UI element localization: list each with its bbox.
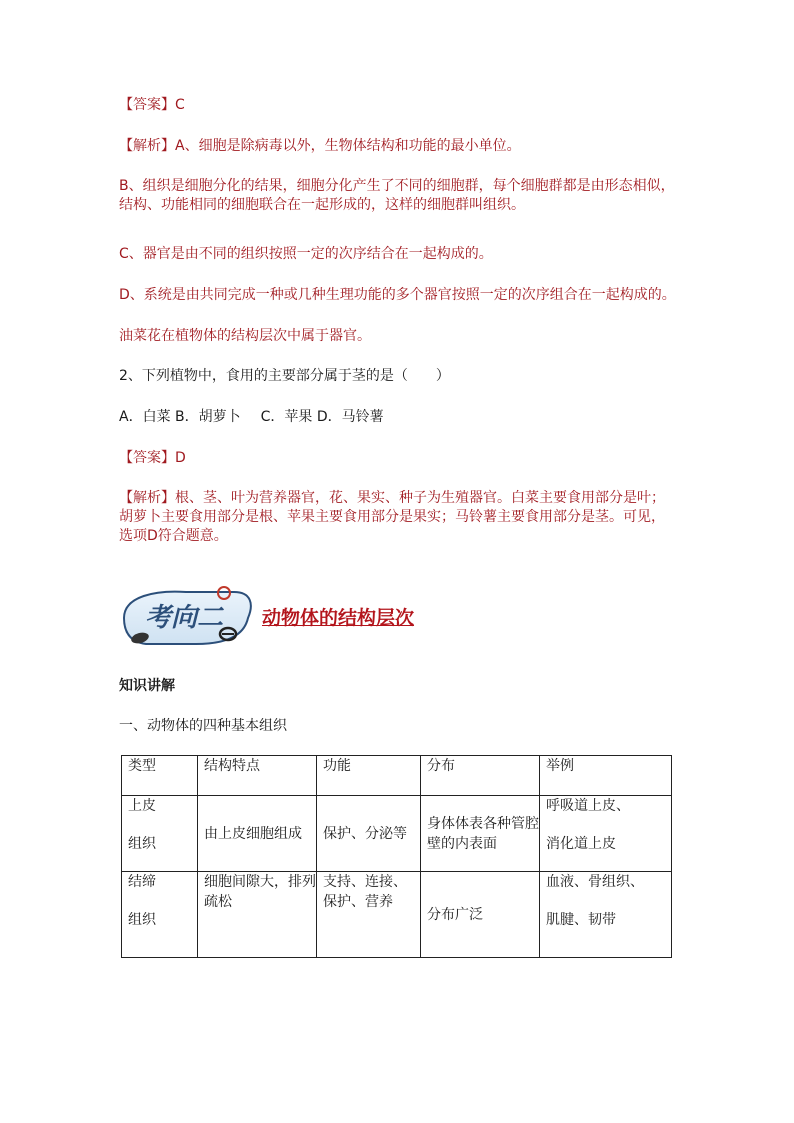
q1-analysis-line	[119, 137, 521, 155]
tissue-subheading: 一、动物体的四种基本组织	[119, 718, 287, 734]
cell-example-line2: 消化道上皮	[546, 836, 616, 852]
analysis-text: 根、茎、叶为营养器官，花、果实、种子为生殖器官。白菜主要食用部分是叶；胡萝卜主要食用部分是根、苹果主要食用部分是果实；马铃薯主要食用部分是茎。可见，选项D符合题意。	[119, 490, 665, 544]
analysis-a-text: A、细胞是除病毒以外，生物体结构和功能的最小单位。	[175, 138, 521, 154]
q2-answer-line	[119, 449, 186, 467]
header-cell-example: 举例	[540, 756, 672, 796]
answer-value: C	[175, 97, 185, 113]
q1-analysis-b: B、组织是细胞分化的结果，细胞分化产生了不同的细胞群，每个细胞群都是由形态相似，结构、功能相同的细胞联合在一起形成的，这样的细胞群叫组织。	[119, 178, 675, 213]
answer-value: D	[175, 450, 186, 466]
cell-example-line2: 肌腱、韧带	[546, 912, 616, 928]
q2-option-cd: C．苹果 D．马铃薯	[260, 409, 384, 425]
cell-example	[540, 796, 672, 872]
cell-function: 支持、连接、保护、营养	[317, 872, 421, 958]
cell-example-line1: 呼吸道上皮、	[546, 798, 630, 814]
cell-type-line1: 上皮	[128, 798, 156, 814]
cell-type-line1: 结缔	[128, 874, 156, 890]
cell-type-line2: 组织	[128, 912, 156, 928]
cell-type	[122, 796, 198, 872]
section-title: 动物体的结构层次	[262, 607, 415, 629]
tissue-table	[121, 755, 672, 958]
q2-options	[119, 408, 384, 426]
cell-distribution: 身体体表各种管腔壁的内表面	[421, 796, 540, 872]
header-cell-type: 类型	[122, 756, 198, 796]
q2-option-ab: A．白菜 B．胡萝卜	[119, 409, 241, 425]
q1-conclusion: 油菜花在植物体的结构层次中属于器官。	[119, 328, 371, 344]
answer-tag: 【答案】	[119, 97, 175, 113]
q2-question: 2、下列植物中，食用的主要部分属于茎的是（ ）	[119, 368, 450, 384]
header-cell-distribution: 分布	[421, 756, 540, 796]
knowledge-heading: 知识讲解	[119, 678, 175, 694]
cell-structure: 由上皮细胞组成	[198, 796, 317, 872]
cell-type	[122, 872, 198, 958]
cell-example	[540, 872, 672, 958]
cell-function: 保护、分泌等	[317, 796, 421, 872]
cell-distribution: 分布广泛	[421, 872, 540, 958]
cell-example-line1: 血液、骨组织、	[546, 874, 644, 890]
table-row	[122, 872, 672, 958]
table-row	[122, 796, 672, 872]
cell-structure: 细胞间隙大，排列疏松	[198, 872, 317, 958]
cell-type-line2: 组织	[128, 836, 156, 852]
answer-tag: 【答案】	[119, 450, 175, 466]
q1-analysis-c: C、器官是由不同的组织按照一定的次序结合在一起构成的。	[119, 246, 493, 262]
table-header-row	[122, 756, 672, 796]
banner-badge-text: 考向二	[144, 603, 224, 633]
q2-analysis	[119, 489, 675, 546]
header-cell-function: 功能	[317, 756, 421, 796]
q1-answer-line	[119, 96, 185, 114]
analysis-tag: 【解析】	[119, 490, 175, 506]
header-cell-structure: 结构特点	[198, 756, 317, 796]
q1-analysis-d: D、系统是由共同完成一种或几种生理功能的多个器官按照一定的次序组合在一起构成的。	[119, 287, 676, 303]
analysis-tag: 【解析】	[119, 138, 175, 154]
